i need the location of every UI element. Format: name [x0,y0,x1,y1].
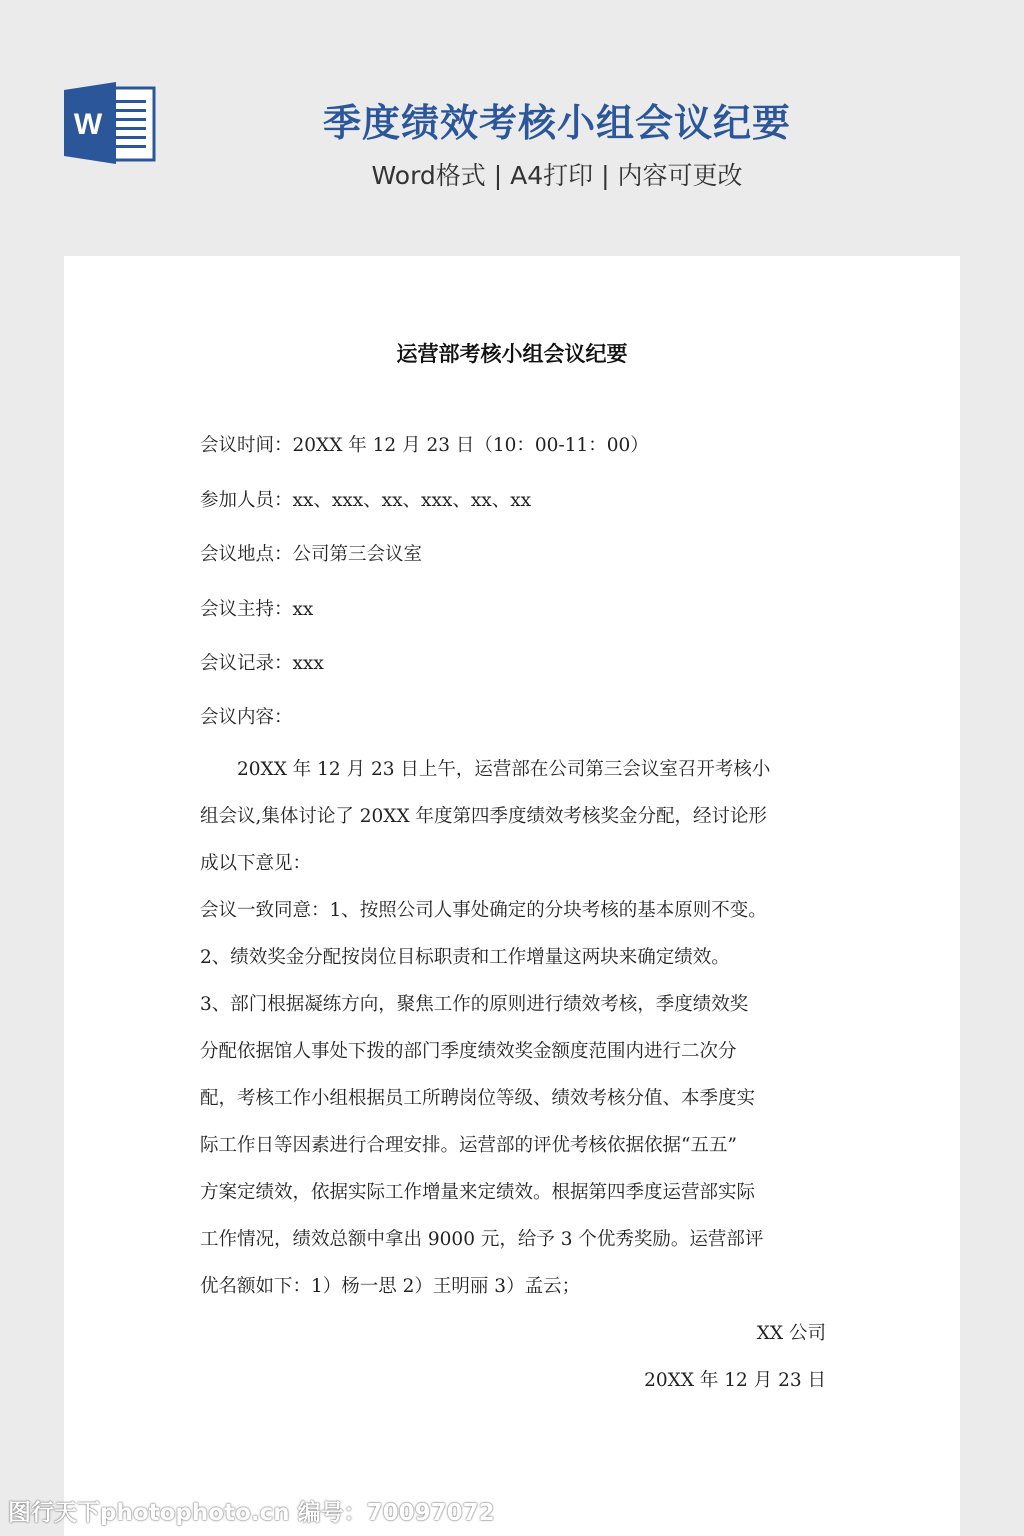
body-line: 20XX 年 12 月 23 日上午，运营部在公司第三会议室召开考核小 [200,759,771,780]
word-logo-icon [64,82,156,164]
body-line: 优名额如下：1）杨一思 2）王明丽 3）孟云； [200,1276,581,1297]
word-logo-letter: W [73,108,103,141]
body-line: 2、绩效奖金分配按岗位目标职责和工作增量这两块来确定绩效。 [200,947,730,968]
body-line: 工作情况，绩效总额中拿出 9000 元，给予 3 个优秀奖励。运营部评 [200,1229,764,1250]
body-line: 分配依据馆人事处下拨的部门季度绩效奖金额度范围内进行二次分 [200,1041,737,1062]
signature-company: XX 公司 [756,1323,826,1344]
body-line: 3、部门根据凝练方向，聚焦工作的原则进行绩效考核，季度绩效奖 [200,994,749,1015]
body-line: 配，考核工作小组根据员工所聘岗位等级、绩效考核分值、本季度实 [200,1088,756,1109]
body-line: 际工作日等因素进行合理安排。运营部的评优考核依据依据“五五” [200,1135,737,1156]
document-title: 运营部考核小组会议纪要 [396,342,628,366]
meeting-host: 会议主持：xx [200,599,314,620]
attendees: 参加人员：xx、xxx、xx、xxx、xx、xx [200,490,532,511]
body-line: 方案定绩效，依据实际工作增量来定绩效。根据第四季度运营部实际 [200,1182,756,1203]
page-title: 季度绩效考核小组会议纪要 [322,101,791,145]
body-line: 组会议,集体讨论了 20XX 年度第四季度绩效考核奖金分配，经讨论形 [200,806,768,827]
meeting-content-label: 会议内容： [200,707,293,728]
meeting-location: 会议地点：公司第三会议室 [200,544,423,565]
page-subtitle: Word格式 | A4打印 | 内容可更改 [371,161,743,190]
meeting-time: 会议时间：20XX 年 12 月 23 日（10：00-11：00） [200,435,649,456]
meeting-recorder: 会议记录：xxx [200,653,324,674]
watermark: 图行天下photophoto.cn 编号：70097072 [8,1500,495,1526]
signature-date: 20XX 年 12 月 23 日 [644,1370,826,1391]
body-line: 会议一致同意：1、按照公司人事处确定的分块考核的基本原则不变。 [200,900,767,921]
body-line: 成以下意见： [200,853,312,874]
